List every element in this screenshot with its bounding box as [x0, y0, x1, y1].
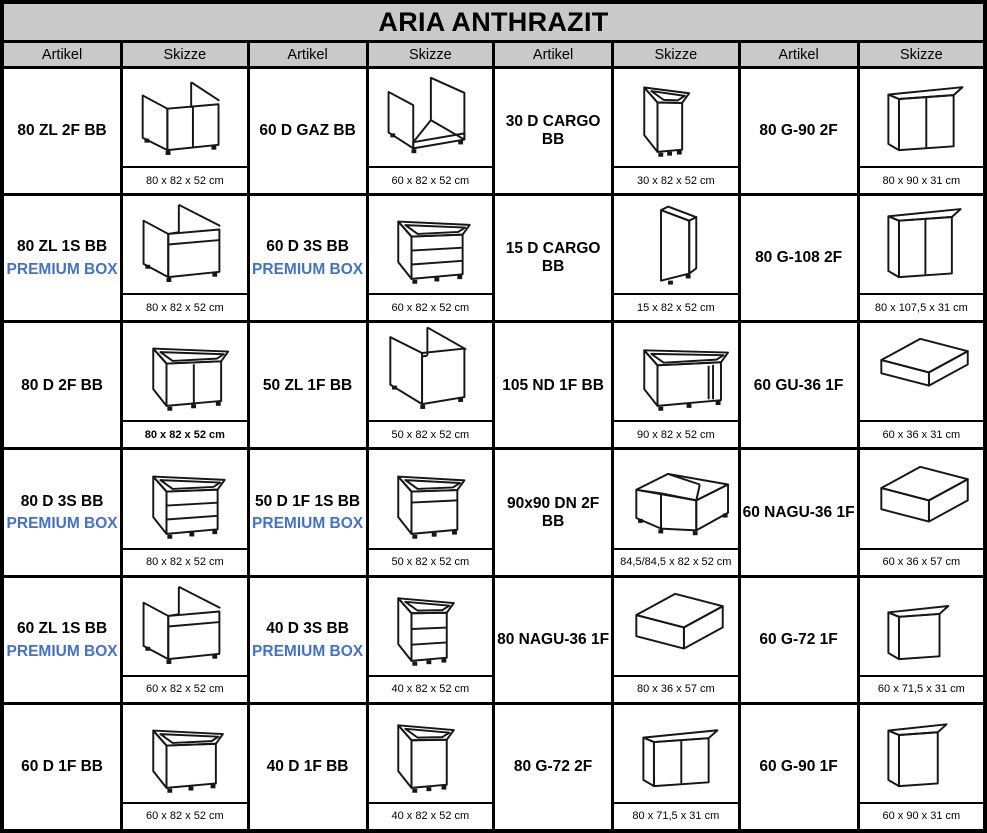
article-code: 40 D 1F BB: [266, 758, 349, 775]
dimension-label: 80 x 71,5 x 31 cm: [614, 802, 737, 829]
article-code: 60 D 3S BB: [266, 238, 349, 256]
article-cell: [250, 578, 366, 702]
article-cell: [495, 450, 611, 574]
page-title: ARIA ANTHRAZIT: [4, 4, 983, 40]
article-code: 80 ZL 1S BB: [16, 238, 108, 256]
dimension-label: 84,5/84,5 x 82 x 52 cm: [614, 548, 737, 575]
column-header-artikel: Artikel: [4, 43, 120, 66]
cargo-30-sketch: [614, 69, 737, 166]
base-1-door-1-drawer-sketch: [369, 450, 492, 547]
sketch-cell: [123, 196, 246, 320]
column-header-skizze: Skizze: [123, 43, 246, 66]
sketch-cell: [123, 323, 246, 447]
base-1-door-open-top-narrow-sketch: [369, 705, 492, 802]
article-code: 80 D 3S BB: [20, 492, 104, 510]
base-3-drawers-sketch: [123, 450, 246, 547]
premium-box-label: PREMIUM BOX: [252, 261, 364, 279]
column-header-skizze: Skizze: [860, 43, 983, 66]
article-code: 80 D 2F BB: [21, 376, 103, 394]
dimension-label: 60 x 90 x 31 cm: [860, 802, 983, 829]
wall-1-door-90-sketch: [860, 705, 983, 802]
article-code: 60 ZL 1S BB: [16, 619, 108, 637]
article-cell: [741, 323, 857, 447]
sketch-cell: [369, 450, 492, 574]
sketch-cell: [614, 196, 737, 320]
sketch-cell: [860, 705, 983, 829]
article-cell: [4, 450, 120, 574]
sketch-cell: [860, 450, 983, 574]
sketch-cell: [369, 578, 492, 702]
dimension-label: 15 x 82 x 52 cm: [614, 293, 737, 320]
article-code: 30 D CARGO BB: [505, 113, 601, 149]
sketch-cell: [860, 323, 983, 447]
premium-box-label: PREMIUM BOX: [252, 515, 364, 533]
wall-1-door-72-sketch: [860, 578, 983, 675]
dimension-label: 50 x 82 x 52 cm: [369, 420, 492, 447]
dimension-label: 60 x 82 x 52 cm: [123, 675, 246, 702]
premium-box-label: PREMIUM BOX: [252, 642, 364, 660]
wall-2-doors-108-sketch: [860, 196, 983, 293]
dimension-label: 40 x 82 x 52 cm: [369, 675, 492, 702]
article-code: 40 D 3S BB: [266, 619, 349, 637]
sketch-cell: [369, 323, 492, 447]
sink-cabinet-1-drawer-sketch: [123, 196, 246, 293]
dimension-label: 80 x 36 x 57 cm: [614, 675, 737, 702]
premium-box-label: PREMIUM BOX: [6, 642, 118, 660]
article-cell: [741, 578, 857, 702]
flat-top-box-deep-sketch: [860, 450, 983, 547]
article-cell: [250, 69, 366, 193]
dimension-label: 30 x 82 x 52 cm: [614, 166, 737, 193]
article-cell: [250, 450, 366, 574]
sketch-cell: [369, 69, 492, 193]
article-code: 60 D 1F BB: [21, 758, 103, 775]
article-code: 60 GU-36 1F: [753, 376, 844, 394]
article-cell: [4, 578, 120, 702]
dimension-label: 80 x 82 x 52 cm: [123, 293, 246, 320]
sketch-cell: [123, 578, 246, 702]
column-header-skizze: Skizze: [369, 43, 492, 66]
dimension-label: 60 x 82 x 52 cm: [123, 802, 246, 829]
article-code: 80 G-90 2F: [759, 122, 838, 140]
sketch-cell: [123, 705, 246, 829]
article-code: 15 D CARGO BB: [505, 240, 601, 276]
dimension-label: 60 x 82 x 52 cm: [369, 166, 492, 193]
column-header-artikel: Artikel: [250, 43, 366, 66]
article-code: 105 ND 1F BB: [502, 376, 604, 394]
cargo-15-sketch: [614, 196, 737, 293]
corner-l-base-sketch: [614, 450, 737, 547]
dimension-label: 40 x 82 x 52 cm: [369, 802, 492, 829]
dimension-label: 60 x 36 x 57 cm: [860, 548, 983, 575]
article-code: 80 G-72 2F: [513, 758, 593, 775]
article-cell: [495, 69, 611, 193]
dimension-label: 80 x 90 x 31 cm: [860, 166, 983, 193]
dimension-label: 90 x 82 x 52 cm: [614, 420, 737, 447]
premium-box-label: PREMIUM BOX: [6, 515, 118, 533]
sketch-cell: [123, 450, 246, 574]
dimension-label: 80 x 82 x 52 cm: [123, 420, 246, 447]
base-3-drawers-sketch: [369, 196, 492, 293]
base-1-door-open-top-sketch: [123, 705, 246, 802]
blind-corner-base-sketch: [614, 323, 737, 420]
sketch-cell: [614, 323, 737, 447]
open-frame-gas-sketch: [369, 69, 492, 166]
article-cell: [741, 450, 857, 574]
sketch-cell: [614, 69, 737, 193]
dimension-label: 80 x 82 x 52 cm: [123, 166, 246, 193]
article-code: 80 G-108 2F: [755, 249, 843, 267]
sink-cabinet-2-doors-sketch: [123, 69, 246, 166]
article-code: 50 D 1F 1S BB: [255, 492, 361, 510]
wall-2-doors-90-sketch: [860, 69, 983, 166]
article-cell: [495, 196, 611, 320]
article-cell: [495, 578, 611, 702]
premium-box-label: PREMIUM BOX: [6, 261, 118, 279]
sketch-cell: [614, 705, 737, 829]
sink-cabinet-1-door-sketch: [369, 323, 492, 420]
dimension-label: 60 x 82 x 52 cm: [369, 293, 492, 320]
article-cell: [495, 705, 611, 829]
column-header-artikel: Artikel: [495, 43, 611, 66]
article-cell: [741, 69, 857, 193]
article-cell: [495, 323, 611, 447]
flat-top-box-shallow-sketch: [860, 323, 983, 420]
dimension-label: 60 x 71,5 x 31 cm: [860, 675, 983, 702]
article-cell: [4, 323, 120, 447]
article-cell: [741, 196, 857, 320]
sink-cabinet-1-drawer-sketch: [123, 578, 246, 675]
sketch-cell: [860, 578, 983, 702]
article-code: 80 ZL 2F BB: [17, 122, 107, 140]
wall-2-doors-72-sketch: [614, 705, 737, 802]
article-code: 60 G-90 1F: [759, 758, 838, 775]
dimension-label: 60 x 36 x 31 cm: [860, 420, 983, 447]
article-cell: [250, 323, 366, 447]
article-cell: [250, 196, 366, 320]
article-code: 80 NAGU-36 1F: [497, 630, 610, 648]
base-2-doors-open-top-sketch: [123, 323, 246, 420]
sketch-cell: [614, 578, 737, 702]
sketch-cell: [369, 705, 492, 829]
sketch-cell: [369, 196, 492, 320]
sketch-cell: [860, 196, 983, 320]
sketch-cell: [123, 69, 246, 193]
article-cell: [4, 69, 120, 193]
sketch-cell: [614, 450, 737, 574]
dimension-label: 80 x 107,5 x 31 cm: [860, 293, 983, 320]
article-cell: [741, 705, 857, 829]
flat-top-box-deep-sketch: [614, 578, 737, 675]
column-header-artikel: Artikel: [741, 43, 857, 66]
dimension-label: 80 x 82 x 52 cm: [123, 548, 246, 575]
article-cell: [250, 705, 366, 829]
article-code: 60 NAGU-36 1F: [742, 503, 855, 521]
column-header-skizze: Skizze: [614, 43, 737, 66]
dimension-label: 50 x 82 x 52 cm: [369, 548, 492, 575]
article-code: 60 G-72 1F: [759, 630, 838, 648]
base-3-drawers-narrow-sketch: [369, 578, 492, 675]
article-code: 60 D GAZ BB: [259, 122, 356, 140]
sketch-cell: [860, 69, 983, 193]
article-code: 90x90 DN 2F BB: [506, 494, 600, 530]
article-code: 50 ZL 1F BB: [262, 376, 353, 394]
article-cell: [4, 196, 120, 320]
article-cell: [4, 705, 120, 829]
